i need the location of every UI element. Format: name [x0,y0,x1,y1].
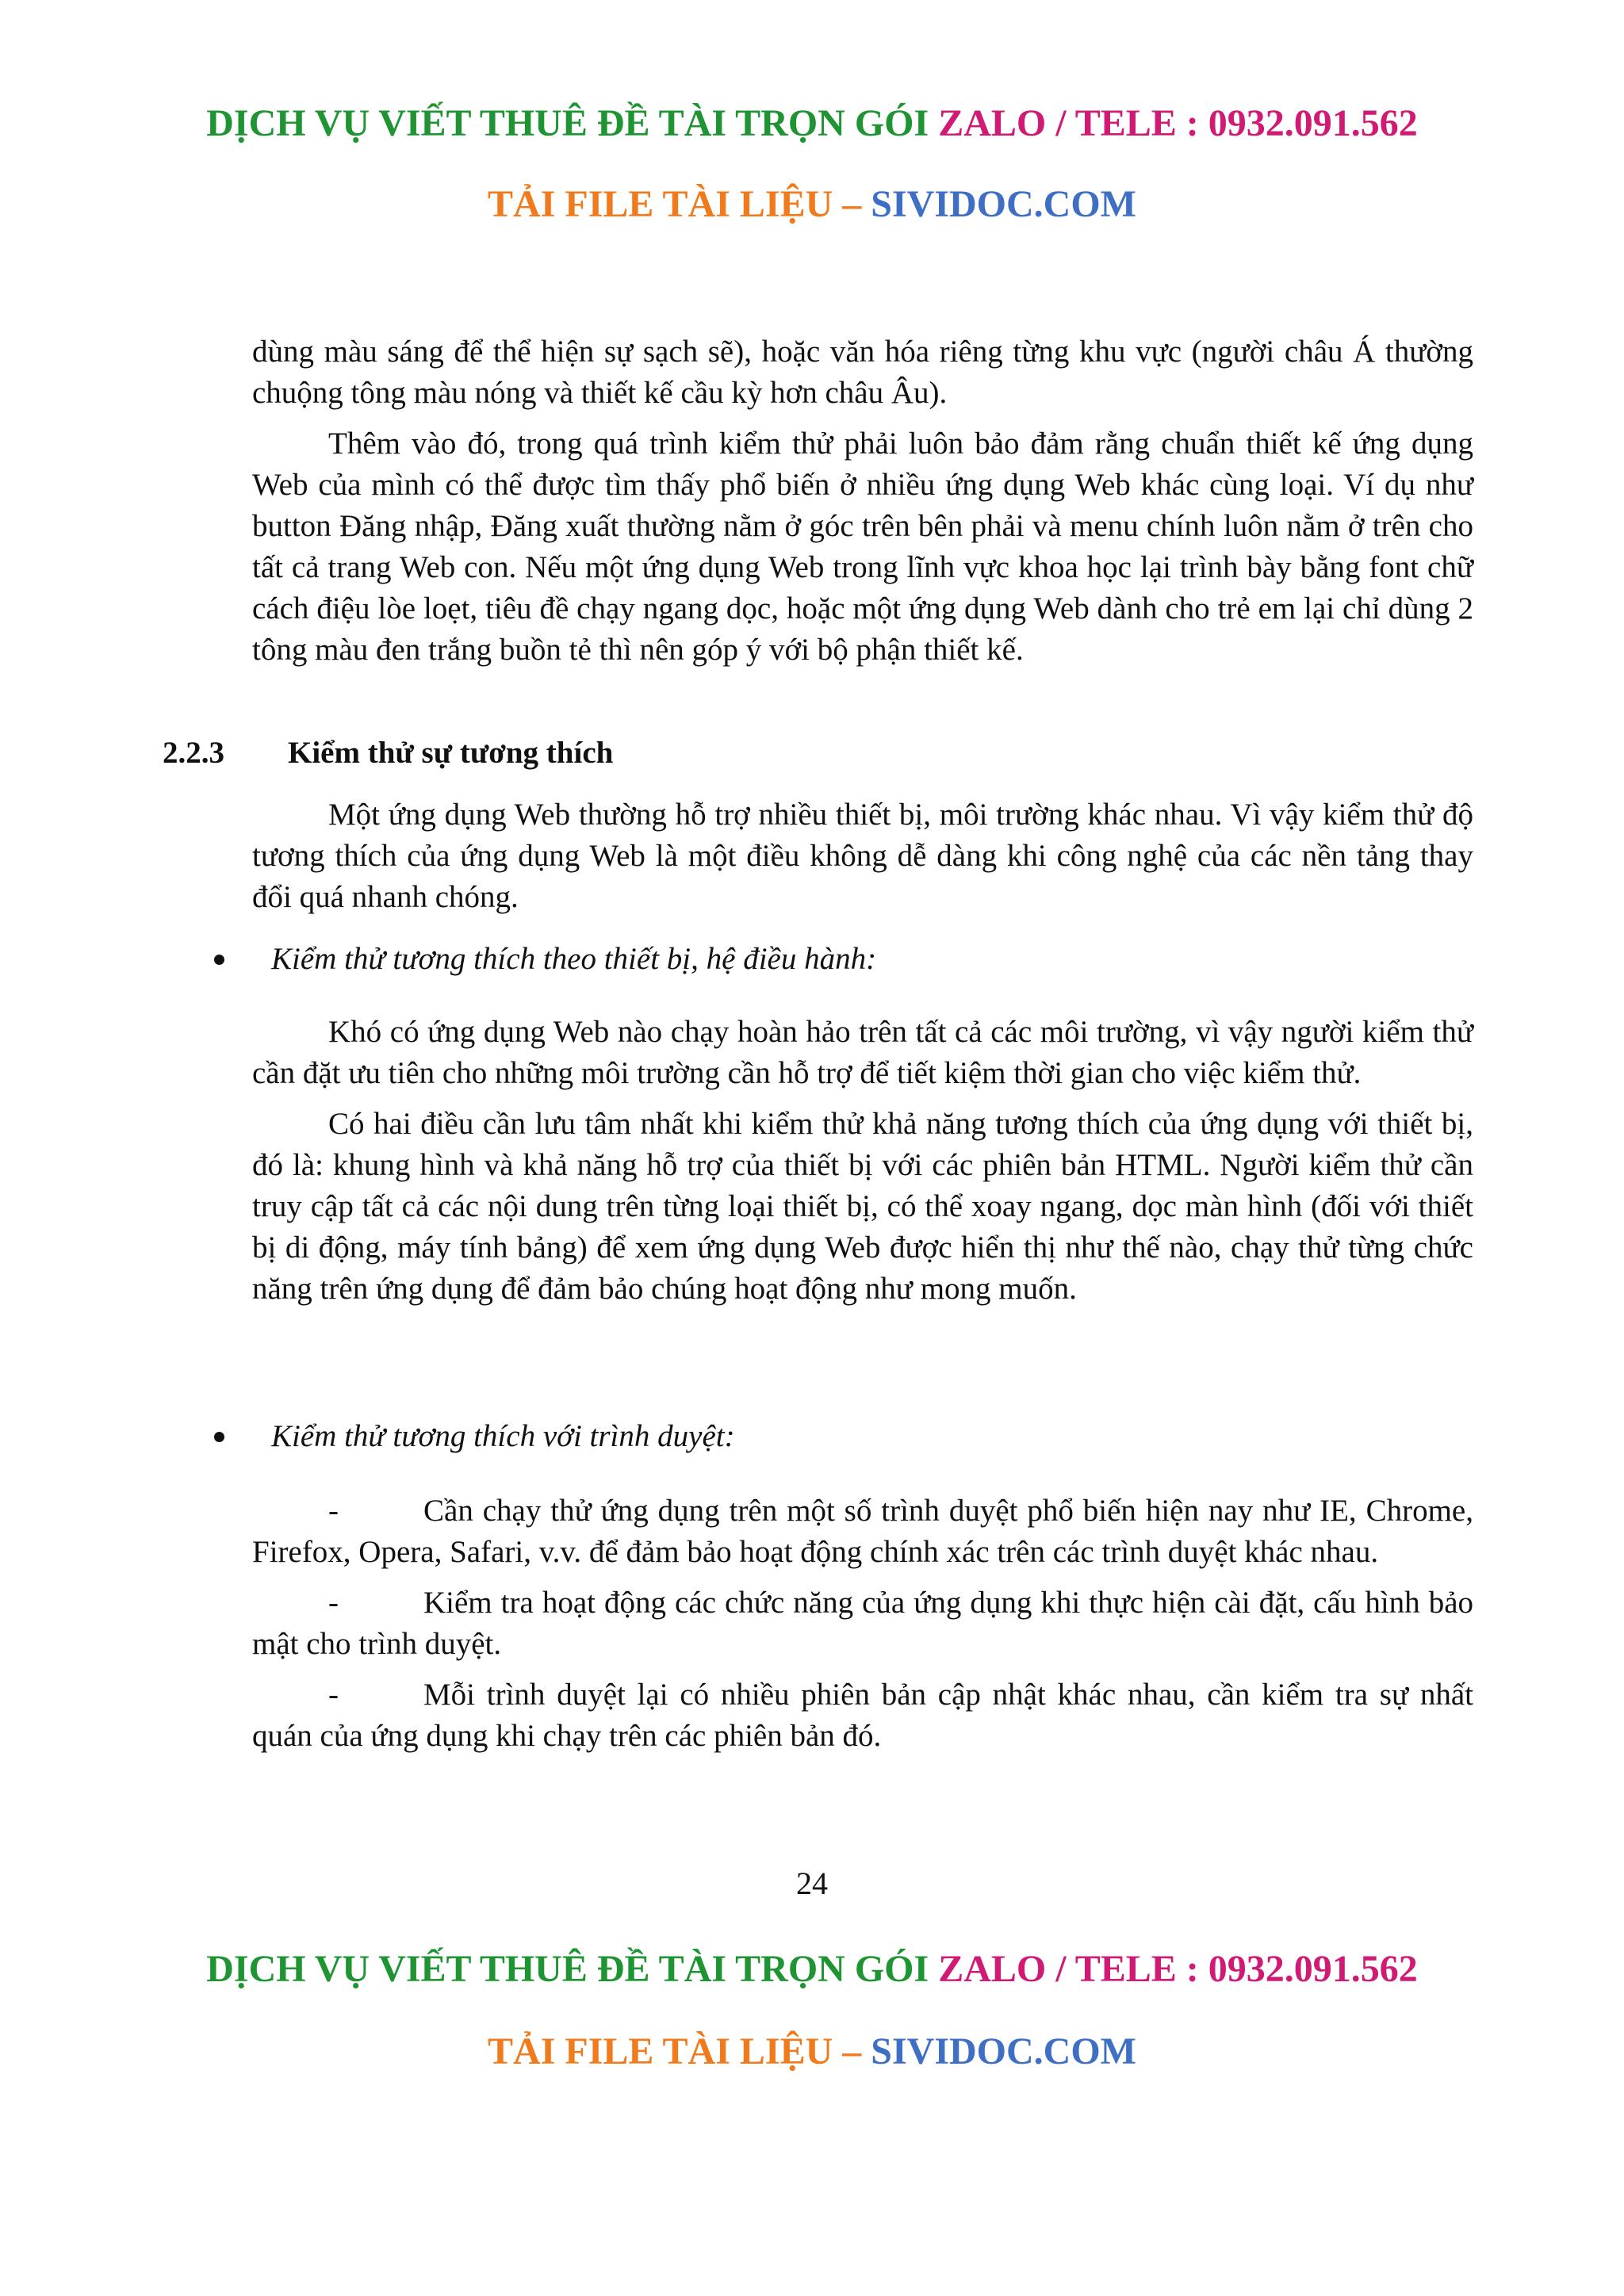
dash-item-2 [252,1582,1473,1665]
bullet-item-1 [214,939,876,980]
bullet-dot-icon [214,955,224,965]
dash-text-2: Kiểm tra hoạt động các chức năng của ứng dụng khi thực hiện cài đặt, cấu hình bảo mật cho trình duyệt. [252,1586,1473,1661]
banner-service-text: DỊCH VỤ VIẾT THUÊ ĐỀ TÀI TRỌN GÓI [206,102,929,144]
dash-marker: - [328,1586,339,1620]
paragraph-5: Có hai điều cần lưu tâm nhất khi kiểm thử khả năng tương thích của ứng dụng với thiết bị, đó là: khung hình và khả năng hỗ trợ của thiết bị với các phiên bản HTML. Người kiểm thử cần truy cập tất cả các nội dung trên từng loại thiết bị, có thể xoay ngang, dọc màn hình (đối với thiết bị di động, máy tính bảng) để xem ứng dụng Web được hiển thị như thế nào, chạy thử từng chức năng trên ứng dụng để đảm bảo chúng hoạt động như mong muốn. [252,1107,1473,1306]
body-block-3 [252,1012,1473,1310]
banner-service-text: DỊCH VỤ VIẾT THUÊ ĐỀ TÀI TRỌN GÓI [206,1948,929,1990]
banner-site-link[interactable]: SIVIDOC.COM [871,183,1136,225]
section-title: Kiểm thử sự tương thích [288,736,614,770]
paragraph-3: Một ứng dụng Web thường hỗ trợ nhiều thiết bị, môi trường khác nhau. Vì vậy kiểm thử độ tương thích của ứng dụng Web là một điều không dễ dàng khi công nghệ của các nền tảng thay đổi quá nhanh chóng. [252,798,1473,914]
bullet-dot-icon [214,1432,224,1442]
banner-download-text: TẢI FILE TÀI LIỆU [488,2030,833,2072]
dash-text-1: Cần chạy thử ứng dụng trên một số trình duyệt phổ biến hiện nay như IE, Chrome, Firefox, Opera, Safari, v.v. để đảm bảo hoạt động chính xác trên các trình duyệt khác nhau. [252,1494,1473,1569]
dash-item-1 [252,1490,1473,1573]
paragraph-4: Khó có ứng dụng Web nào chạy hoàn hảo trên tất cả các môi trường, vì vậy người kiểm thử cần đặt ưu tiên cho những môi trường cần hỗ trợ để tiết kiệm thời gian cho việc kiểm thử. [252,1015,1473,1090]
dash-list [252,1490,1473,1757]
dash-marker: - [328,1494,339,1528]
footer-banner-line2 [0,2030,1624,2073]
dash-text-3: Mỗi trình duyệt lại có nhiều phiên bản cập nhật khác nhau, cần kiểm tra sự nhất quán của ứng dụng khi chạy trên các phiên bản đó. [252,1678,1473,1753]
bullet-item-2 [214,1416,735,1457]
banner-dash: – [842,2030,862,2072]
body-block-1 [252,331,1473,671]
paragraph-1: dùng màu sáng để thể hiện sự sạch sẽ), hoặc văn hóa riêng từng khu vực (người châu Á thường chuộng tông màu nóng và thiết kế cầu kỳ hơn châu Âu). [252,335,1473,410]
header-banner-line1 [0,101,1624,145]
dash-item-3 [252,1674,1473,1757]
body-block-2 [252,794,1473,918]
banner-dash: – [842,183,862,225]
section-number: 2.2.3 [163,736,224,770]
banner-contact-text: ZALO / TELE : 0932.091.562 [938,1948,1418,1990]
banner-contact-text: ZALO / TELE : 0932.091.562 [938,102,1418,144]
bullet-text-2: Kiểm thử tương thích với trình duyệt: [271,1419,735,1453]
banner-site-link[interactable]: SIVIDOC.COM [871,2030,1136,2072]
page-number: 24 [796,1866,828,1901]
header-banner-line2 [0,182,1624,226]
dash-marker: - [328,1678,339,1712]
footer-banner-line1 [0,1947,1624,1991]
bullet-text-1: Kiểm thử tương thích theo thiết bị, hệ điều hành: [271,942,877,976]
section-heading [163,733,613,774]
paragraph-2: Thêm vào đó, trong quá trình kiểm thử phải luôn bảo đảm rằng chuẩn thiết kế ứng dụng Web của mình có thể được tìm thấy phổ biến ở nhiều ứng dụng Web khác cùng loại. Ví dụ như button Đăng nhập, Đăng xuất thường nằm ở góc trên bên phải và menu chính luôn nằm ở trên cho tất cả trang Web con. Nếu một ứng dụng Web trong lĩnh vực khoa học lại trình bày bằng font chữ cách điệu lòe loẹt, tiêu đề chạy ngang dọc, hoặc một ứng dụng Web dành cho trẻ em lại chỉ dùng 2 tông màu đen trắng buồn tẻ thì nên góp ý với bộ phận thiết kế. [252,427,1473,667]
banner-download-text: TẢI FILE TÀI LIỆU [488,183,833,225]
